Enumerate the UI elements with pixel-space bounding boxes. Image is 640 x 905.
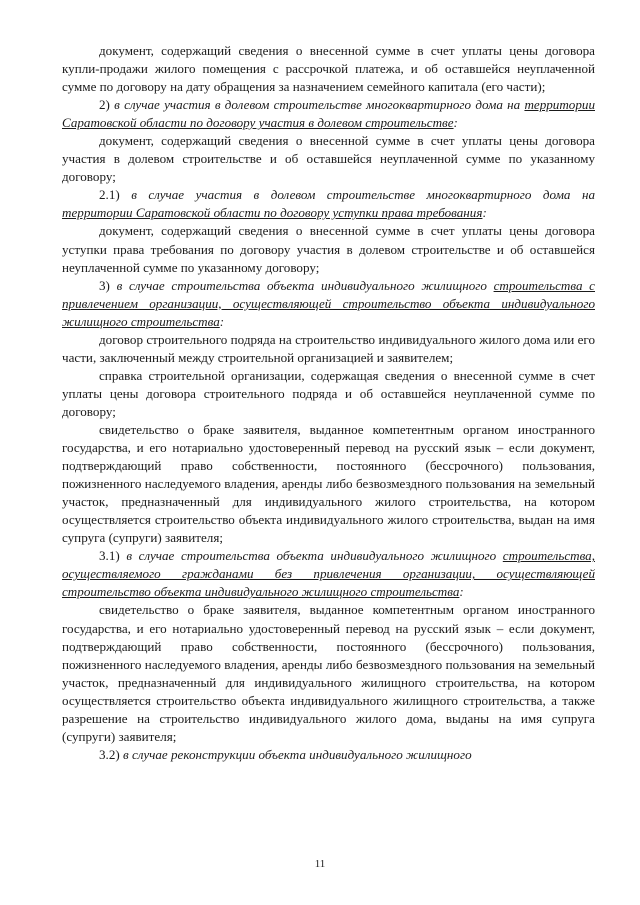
paragraph-marriage-certificate-2: свидетельство о браке заявителя, выданное компетентным органом иностранного государства, и его нотариально удостоверенный перевод на русский язык – если документ, подтверждающий право собственности, постоянного (бессрочного) пользования, пожизненного наследуемого владения, аренды либо безвозмездного пользования на земельный участок, предназначенный для индивидуального жилищного строительства, на котором осуществляется строительство объекта индивидуального жилищного строительства, а также разрешение на строительство индивидуального жилого дома, выданы на имя супруга (супруги) заявителя; <box>62 602 595 744</box>
item-3-heading <box>62 277 595 331</box>
document-body <box>62 42 595 764</box>
item-number: 3) <box>99 277 117 293</box>
paragraph-sale-contract-document: документ, содержащий сведения о внесенной сумме в счет уплаты цены договора купли-продажи жилого помещения с рассрочкой платежа, и об оставшейся неуплаченной сумме по договору на дату обращения за назначением семейного капитала (его части); <box>62 43 595 95</box>
item-heading-text: в случае реконструкции объекта индивидуального жилищного <box>123 746 472 762</box>
item-number: 3.1) <box>99 548 127 564</box>
item-heading-text: в случае строительства объекта индивидуального жилищного строительства с привлечением организации, осуществляющей строительство объекта индивидуального жилищного строительства: <box>62 277 595 329</box>
item-3-1-heading <box>62 547 595 601</box>
item-heading-text: в случае участия в долевом строительстве многоквартирного дома на территории Саратовской области по договору участия в долевом строительстве: <box>62 97 595 131</box>
paragraph-assignment-document: документ, содержащий сведения о внесенной сумме в счет уплаты цены договора уступки права требования по договору участия в долевом строительстве и об оставшейся неуплаченной сумме по указанному договору; <box>62 223 595 275</box>
paragraph-construction-org-certificate: справка строительной организации, содержащая сведения о внесенной сумме в счет уплаты цены договора строительного подряда и об оставшейся неуплаченной сумме по договору; <box>62 367 595 419</box>
item-heading-text: в случае участия в долевом строительстве многоквартирного дома на территории Саратовской области по договору уступки права требования: <box>62 187 595 221</box>
paragraph-shared-construction-document: документ, содержащий сведения о внесенной сумме в счет уплаты цены договора участия в долевом строительстве и об оставшейся неуплаченной сумме по указанному договору; <box>62 133 595 185</box>
item-2-1-heading <box>62 186 595 222</box>
item-3-2-heading <box>62 746 595 764</box>
item-heading-text: в случае строительства объекта индивидуального жилищного строительства, осуществляемого гражданами без привлечения организации, осуществляющей строительство объекта индивидуального жилищного строительства: <box>62 548 595 600</box>
paragraph-marriage-certificate-1: свидетельство о браке заявителя, выданное компетентным органом иностранного государства, и его нотариально удостоверенный перевод на русский язык – если документ, подтверждающий право собственности, постоянного (бессрочного) пользования, пожизненного наследуемого владения, аренды либо безвозмездного пользования на земельный участок, предназначенный для индивидуального жилого строительства, на котором осуществляется строительство объекта индивидуального жилого строительства, выдан на имя супруга (супруги) заявителя; <box>62 421 595 546</box>
item-number: 3.2) <box>99 746 124 762</box>
item-number: 2.1) <box>99 187 132 203</box>
page-number: 11 <box>314 858 326 870</box>
item-2-heading <box>62 96 595 132</box>
item-number: 2) <box>99 97 115 113</box>
paragraph-construction-contract: договор строительного подряда на строительство индивидуального жилого дома или его части, заключенный между строительной организацией и заявителем; <box>62 331 595 365</box>
